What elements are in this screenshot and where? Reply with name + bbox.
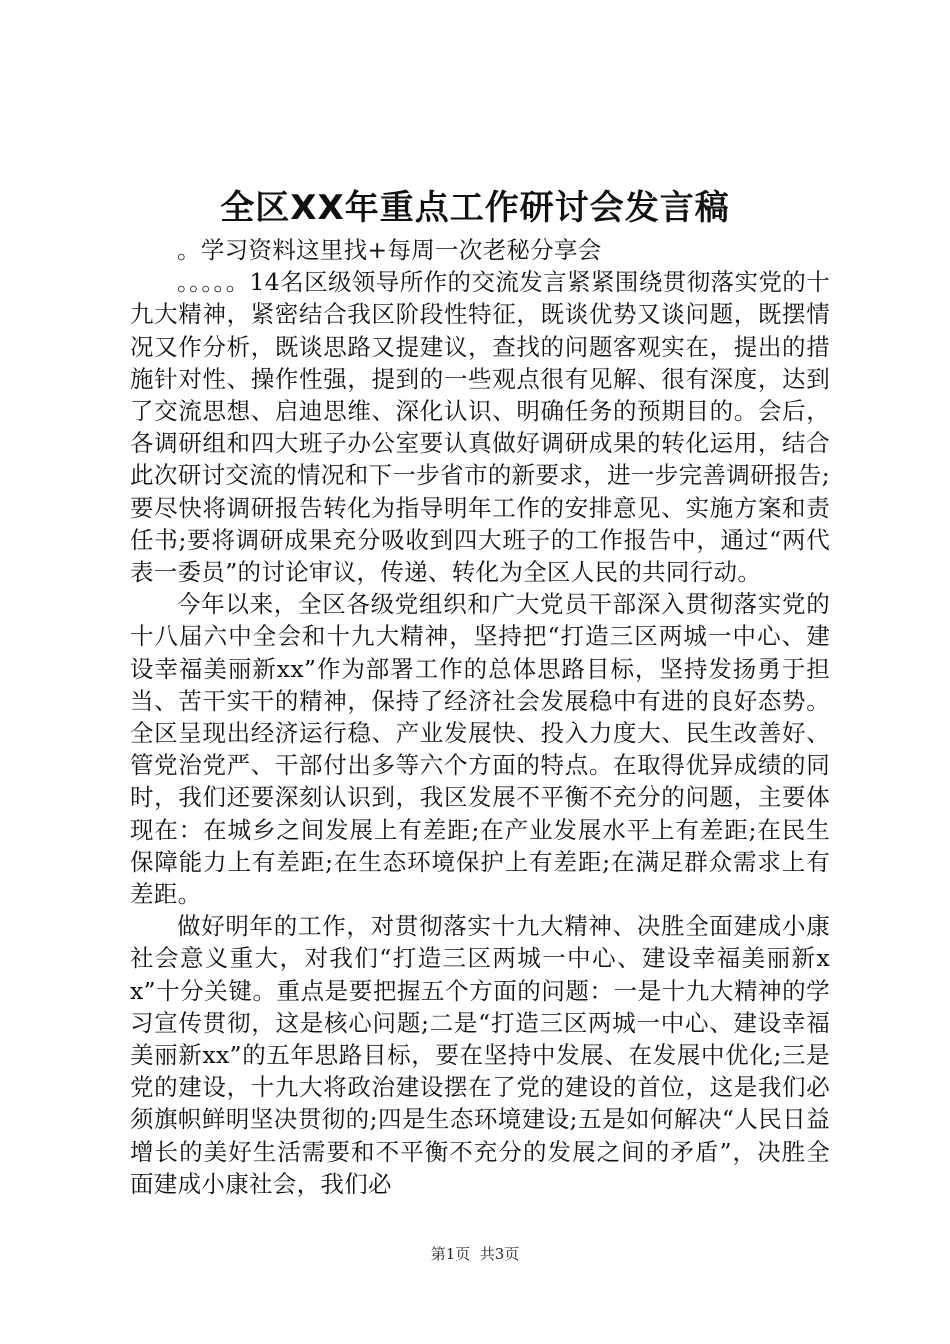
paragraph-2: 今年以来，全区各级党组织和广大党员干部深入贯彻落实党的十八届六中全会和十九大精神，坚持把“打造三区两城一中心、建设幸福美丽新xx”作为部署工作的总体思路目标，坚持发扬勇于担当、苦干实干的精神，保持了经济社会发展稳中有进的良好态势。全区呈现出经济运行稳、产业发展快、投入力度大、民生改善好、管党治党严、干部付出多等六个方面的特点。在取得优异成绩的同时，我们还要深刻认识到，我区发展不平衡不充分的问题，主要体现在：在城乡之间发展上有差距;在产业发展水平上有差距;在民生保障能力上有差距;在生态环境保护上有差距;在满足群众需求上有差距。: [130, 590, 830, 909]
paragraph-1: 。。。。。14名区级领导所作的交流发言紧紧围绕贯彻落实党的十九大精神，紧密结合我区阶段性特征，既谈优势又谈问题，既摆情况又作分析，既谈思路又提建议，查找的问题客观实在，提出的措施针对性、操作性强，提到的一些观点很有见解、很有深度，达到了交流思想、启迪思维、深化认识、明确任务的预期目的。会后，各调研组和四大班子办公室要认真做好调研成果的转化运用，结合此次研讨交流的情况和下一步省市的新要求，进一步完善调研报告;要尽快将调研报告转化为指导明年工作的安排意见、实施方案和责任书;要将调研成果充分吸收到四大班子的工作报告中，通过“两代表一委员”的讨论审议，传递、转化为全区人民的共同行动。: [130, 268, 830, 587]
document-body: [130, 234, 830, 1200]
page-number: 第1页 共3页: [430, 1245, 520, 1263]
document-title: 全区XX年重点工作研讨会发言稿: [220, 188, 730, 228]
paragraph-intro-note: 。学习资料这里找+每周一次老秘分享会: [177, 236, 602, 264]
page-footer: [0, 1244, 950, 1264]
paragraph-3: 做好明年的工作，对贯彻落实十九大精神、决胜全面建成小康社会意义重大，对我们“打造三区两城一中心、建设幸福美丽新xx”十分关键。重点是要把握五个方面的问题：一是十九大精神的学习宣传贯彻，这是核心问题;二是“打造三区两城一中心、建设幸福美丽新xx”的五年思路目标，要在坚持中发展、在发展中优化;三是党的建设，十九大将政治建设摆在了党的建设的首位，这是我们必须旗帜鲜明坚决贯彻的;四是生态环境建设;五是如何解决“人民日益增长的美好生活需要和不平衡不充分的发展之间的矛盾”，决胜全面建成小康社会，我们必: [130, 912, 830, 1198]
